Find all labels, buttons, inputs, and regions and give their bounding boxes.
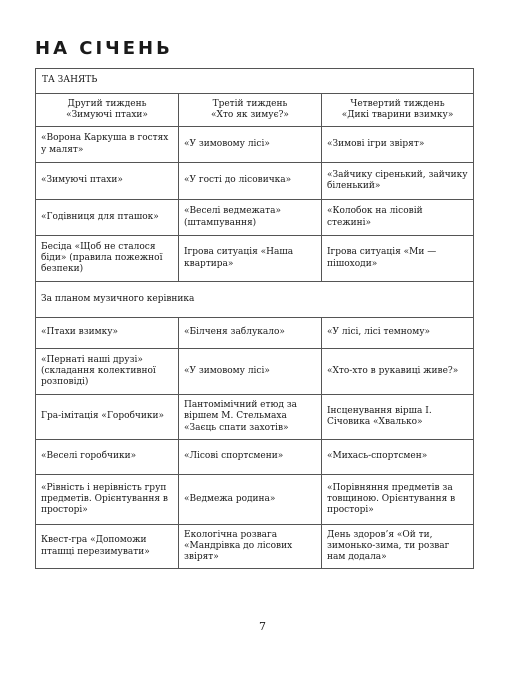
lesson-plan-table xyxy=(35,68,474,569)
header-week-2 xyxy=(36,94,179,127)
table-cell: «Колобок на лісовій стежині» xyxy=(322,200,474,236)
table-cell: «Веселі горобчики» xyxy=(36,440,179,475)
table-cell: «Пернаті наші друзі» (складання колективної розповіді) xyxy=(36,349,179,395)
table-cell: Бесіда «Щоб не сталося біди» (правила пожежної безпеки) xyxy=(36,236,179,282)
table-cell: Ігрова ситуація «Наша квартира» xyxy=(179,236,322,282)
table-cell: «Білченя заблукало» xyxy=(179,318,322,349)
table-row xyxy=(36,318,474,349)
table-cell: «У зимовому лісі» xyxy=(179,349,322,395)
table-row xyxy=(36,349,474,395)
table-cell: «Зимуючі птахи» xyxy=(36,163,179,200)
header-week-3 xyxy=(179,94,322,127)
section-title: ТА ЗАНЯТЬ xyxy=(36,69,474,94)
table-row xyxy=(36,475,474,525)
table-cell: «У зимовому лісі» xyxy=(179,127,322,163)
section-title-row xyxy=(36,69,474,94)
table-cell: «Веселі ведмежата» (штампування) xyxy=(179,200,322,236)
table-cell: «У гості до лісовичка» xyxy=(179,163,322,200)
table-row xyxy=(36,395,474,440)
header-row xyxy=(36,94,474,127)
table-row xyxy=(36,525,474,569)
table-row xyxy=(36,236,474,282)
table-cell: День здоров’я «Ой ти, зимонько-зима, ти розваг нам додала» xyxy=(322,525,474,569)
table-cell: Квест-гра «Допоможи пташці перезимувати» xyxy=(36,525,179,569)
table-cell: Інсценування вірша І. Січовика «Хвалько» xyxy=(322,395,474,440)
table-cell: «Рівність і нерівність груп предметів. Орієнтування в просторі» xyxy=(36,475,179,525)
header-week-theme: «Дикі тварини взимку» xyxy=(341,110,454,120)
table-cell: Пантомімічний етюд за віршем М. Стельмаха «Заєць спати захотів» xyxy=(179,395,322,440)
header-week-4 xyxy=(322,94,474,127)
table-cell: «У лісі, лісі темному» xyxy=(322,318,474,349)
table-cell: Ігрова ситуація «Ми — пішоходи» xyxy=(322,236,474,282)
table-cell: «Хто-хто в рукавиці живе?» xyxy=(322,349,474,395)
table-cell: «Годівниця для пташок» xyxy=(36,200,179,236)
table-cell: «Ворона Каркуша в гостях у малят» xyxy=(36,127,179,163)
table-row xyxy=(36,127,474,163)
table-row xyxy=(36,200,474,236)
table-cell: «Порівняння предметів за товщиною. Орієнтування в просторі» xyxy=(322,475,474,525)
header-week-theme: «Зимуючі птахи» xyxy=(66,110,148,120)
music-row-text: За планом музичного керівника xyxy=(36,282,474,318)
table-cell: «Ведмежа родина» xyxy=(179,475,322,525)
header-week-theme: «Хто як зимує?» xyxy=(211,110,289,120)
table-cell: «Птахи взимку» xyxy=(36,318,179,349)
header-week-label: Другий тиждень xyxy=(67,98,147,109)
page-number: 7 xyxy=(259,620,266,633)
table-cell: «Зайчику сіренький, зайчику біленький» xyxy=(322,163,474,200)
page-title: НА СІЧЕНЬ xyxy=(35,38,173,59)
table-cell: Екологічна розвага «Мандрівка до лісових звірят» xyxy=(179,525,322,569)
header-week-label: Четвертий тиждень xyxy=(350,98,445,109)
table-cell: «Лісові спортсмени» xyxy=(179,440,322,475)
header-week-label: Третій тиждень xyxy=(212,98,288,109)
table-cell: Гра-імітація «Горобчики» xyxy=(36,395,179,440)
table-row xyxy=(36,440,474,475)
music-row xyxy=(36,282,474,318)
table-row xyxy=(36,163,474,200)
table-cell: «Зимові ігри звірят» xyxy=(322,127,474,163)
table-cell: «Михась-спортсмен» xyxy=(322,440,474,475)
